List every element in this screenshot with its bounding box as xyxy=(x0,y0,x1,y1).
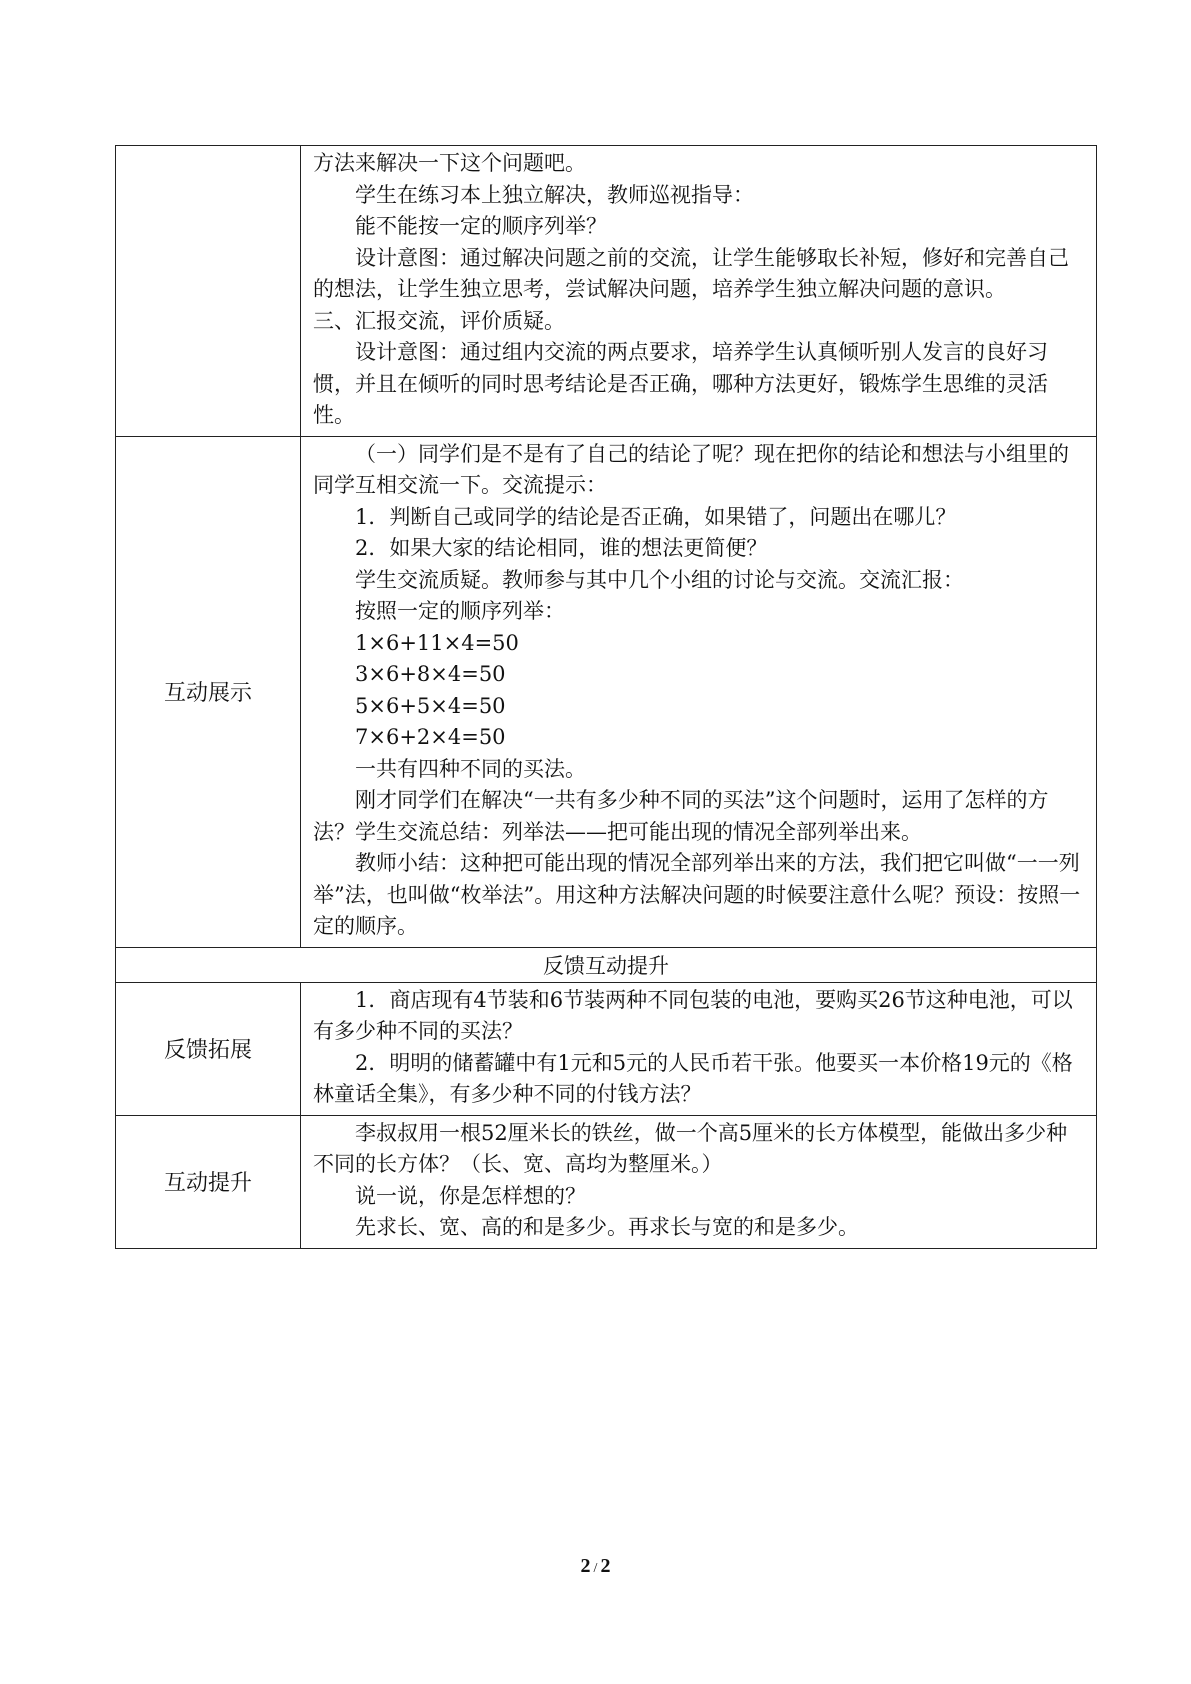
paragraph: 教师小结：这种把可能出现的情况全部列举出来的方法，我们把它叫做“一一列举”法，也叫做“枚举法”。用这种方法解决问题的时候要注意什么呢？预设：按照一定的顺序。 xyxy=(313,851,1081,938)
paragraph: 2．如果大家的结论相同，谁的想法更简便？ xyxy=(355,536,768,560)
row-content-interactive-improvement xyxy=(301,1115,1097,1248)
table-row-section-header xyxy=(116,947,1097,982)
paragraph-list xyxy=(313,439,1086,943)
paragraph: 方法来解决一下这个问题吧。 xyxy=(313,151,586,175)
row-label-interactive-improvement: 互动提升 xyxy=(116,1115,301,1248)
paragraph: （一）同学们是不是有了自己的结论了呢？现在把你的结论和想法与小组里的同学互相交流一下。交流提示： xyxy=(313,441,1069,497)
paragraph: 2．明明的储蓄罐中有1元和5元的人民币若干张。他要买一本价格19元的《格林童话全集》，有多少种不同的付钱方法？ xyxy=(313,1050,1073,1106)
paragraph: 先求长、宽、高的和是多少。再求长与宽的和是多少。 xyxy=(355,1215,859,1239)
paragraph: 刚才同学们在解决“一共有多少种不同的买法”这个问题时，运用了怎样的方法？学生交流总结：列举法——把可能出现的情况全部列举出来。 xyxy=(313,788,1049,844)
row-label-interactive-display: 互动展示 xyxy=(116,436,301,947)
paragraph: 按照一定的顺序列举： xyxy=(355,599,565,623)
page-separator: / xyxy=(593,1561,598,1576)
paragraph-list xyxy=(313,1118,1086,1244)
paragraph: 3×6+8×4=50 xyxy=(355,662,506,686)
table-row-interactive-improvement xyxy=(116,1115,1097,1248)
table-row-continuation xyxy=(116,146,1097,437)
paragraph: 学生在练习本上独立解决，教师巡视指导： xyxy=(355,182,754,207)
paragraph: 说一说，你是怎样想的？ xyxy=(355,1183,586,1208)
row-content-continuation xyxy=(301,146,1097,437)
paragraph: 设计意图：通过解决问题之前的交流，让学生能够取长补短，修好和完善自己的想法，让学生独立思考，尝试解决问题，培养学生独立解决问题的意识。 xyxy=(313,245,1069,301)
paragraph-list xyxy=(313,985,1086,1111)
paragraph: 5×6+5×4=50 xyxy=(355,693,506,718)
paragraph: 设计意图：通过组内交流的两点要求，培养学生认真倾听别人发言的良好习惯，并且在倾听的同时思考结论是否正确，哪种方法更好，锻炼学生思维的灵活性。 xyxy=(313,340,1048,427)
paragraph: 李叔叔用一根52厘米长的铁丝，做一个高5厘米的长方体模型，能做出多少种不同的长方体？（长、宽、高均为整厘米。） xyxy=(313,1120,1068,1176)
paragraph-list xyxy=(313,148,1086,432)
paragraph: 1．商店现有4节装和6节装两种不同包装的电池，要购买26节这种电池，可以有多少种不同的买法？ xyxy=(313,987,1073,1043)
current-page: 2 xyxy=(580,1555,591,1577)
table-row-feedback-extension xyxy=(116,982,1097,1115)
page-number xyxy=(0,1555,1191,1578)
paragraph: 能不能按一定的顺序列举？ xyxy=(355,214,607,238)
row-content-feedback-extension xyxy=(301,982,1097,1115)
total-pages: 2 xyxy=(600,1555,611,1577)
paragraph: 1．判断自己或同学的结论是否正确，如果错了，问题出在哪儿？ xyxy=(355,504,957,529)
row-label-blank xyxy=(116,146,301,437)
row-label-feedback-extension: 反馈拓展 xyxy=(116,982,301,1115)
paragraph: 1×6+11×4=50 xyxy=(355,630,519,655)
paragraph: 一共有四种不同的买法。 xyxy=(355,756,586,781)
lesson-plan-table xyxy=(115,145,1097,1249)
section-header-feedback-interaction: 反馈互动提升 xyxy=(116,947,1097,982)
paragraph: 7×6+2×4=50 xyxy=(355,725,506,749)
paragraph: 三、汇报交流，评价质疑。 xyxy=(313,308,565,333)
table-row-interactive-display xyxy=(116,436,1097,947)
paragraph: 学生交流质疑。教师参与其中几个小组的讨论与交流。交流汇报： xyxy=(355,567,964,592)
row-content-interactive-display xyxy=(301,436,1097,947)
